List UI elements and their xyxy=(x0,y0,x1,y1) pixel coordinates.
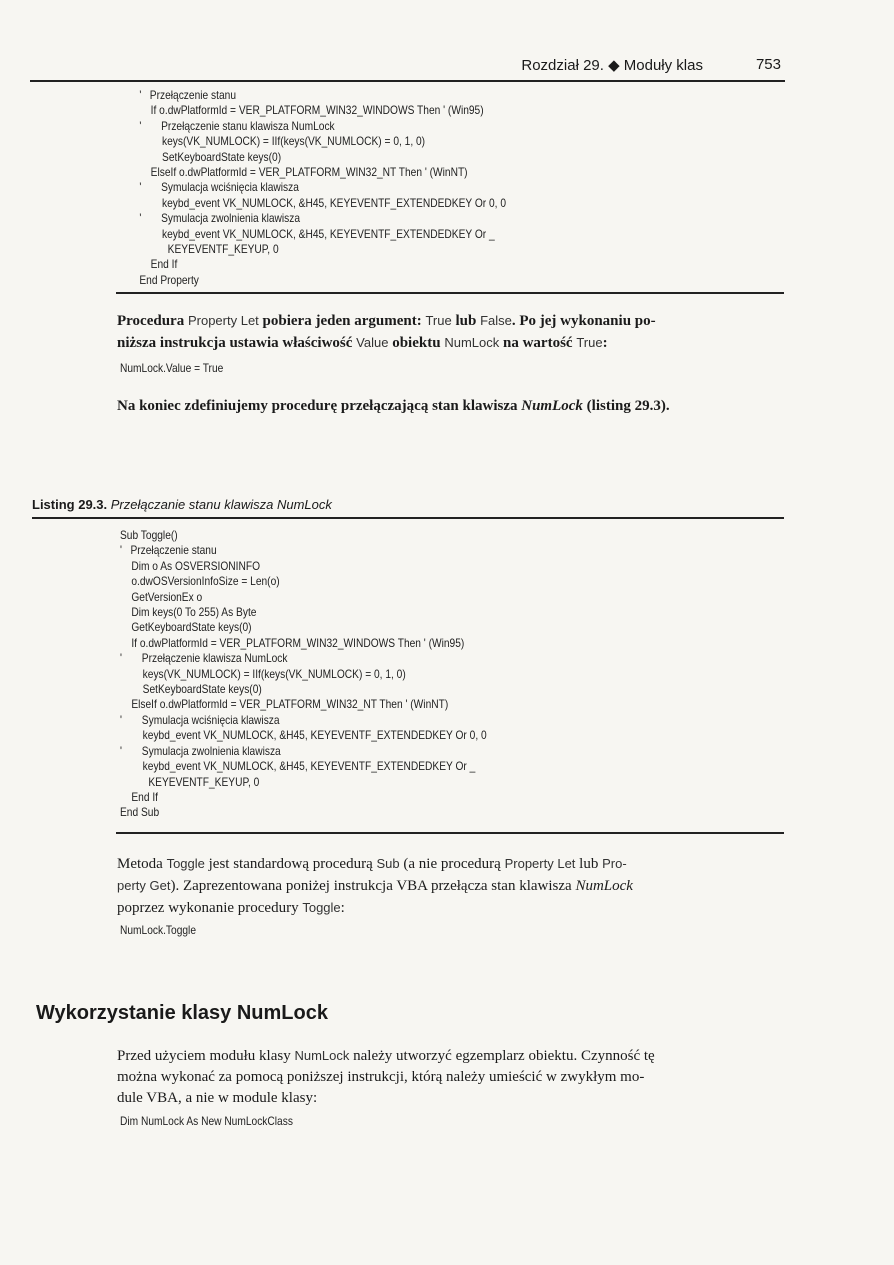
code-dim-numlock: Dim NumLock As New NumLockClass xyxy=(120,1115,293,1128)
page-header xyxy=(30,56,785,82)
page-number: 753 xyxy=(755,56,781,73)
listing-caption-rule xyxy=(32,517,784,519)
code-numlock-value: NumLock.Value = True xyxy=(120,362,224,375)
paragraph-toggle-intro: Na koniec zdefiniujemy procedurę przełączającą stan klawisza NumLock (listing 29.3). xyxy=(117,398,670,414)
section-heading: Wykorzystanie klasy NumLock xyxy=(36,1002,328,1024)
code-listing-continued: ' Przełączenie stanu If o.dwPlatformId = VER_PLATFORM_WIN32_WINDOWS Then ' (Win95) ' Przełączenie stanu klawisza NumLock keys(VK_NUMLOCK) = IIf(keys(VK_NUMLOCK) = 0, 1, 0) SetKeyboardState keys(0) ElseIf o.dwPlatformId = VER_PLATFORM_WIN32_NT Then ' (WinNT) ' Symulacja wciśnięcia klawisza keybd_event VK_NUMLOCK, &H45, KEYEVENTF_EXTENDEDKEY Or 0, 0 ' Symulacja zwolnienia klawisza keybd_event VK_NUMLOCK, &H45, KEYEVENTF_EXTENDEDKEY Or _ KEYEVENTF_KEYUP, 0 End If End Property xyxy=(139,89,507,287)
paragraph-toggle-method: Metoda Toggle jest standardową procedurą Sub (a nie procedurą Property Let lub Pro- perty Get). Zaprezentowana poniżej instrukcja VBA przełącza stan klawisza NumLock poprzez wykonanie procedury Toggle: xyxy=(117,856,633,916)
paragraph-property-let: Procedura Property Let pobiera jeden argument: True lub False. Po jej wykonaniu po- niższa instrukcja ustawia właściwość Value obiektu NumLock na wartość True: xyxy=(117,313,656,351)
code-numlock-toggle: NumLock.Toggle xyxy=(120,924,196,937)
code-listing-toggle: Sub Toggle() ' Przełączenie stanu Dim o As OSVERSIONINFO o.dwOSVersionInfoSize = Len(o) GetVersionEx o Dim keys(0 To 255) As Byte GetKeyboardState keys(0) If o.dwPlatformId = VER_PLATFORM_WIN32_WINDOWS Then ' (Win95) ' Przełączenie klawisza NumLock keys(VK_NUMLOCK) = IIf(keys(VK_NUMLOCK) = 0, 1, 0) SetKeyboardState keys(0) ElseIf o.dwPlatformId = VER_PLATFORM_WIN32_NT Then ' (WinNT) ' Symulacja wciśnięcia klawisza keybd_event VK_NUMLOCK, &H45, KEYEVENTF_EXTENDEDKEY Or 0, 0 ' Symulacja zwolnienia klawisza keybd_event VK_NUMLOCK, &H45, KEYEVENTF_EXTENDEDKEY Or _ KEYEVENTF_KEYUP, 0 End If End Sub xyxy=(120,529,487,820)
listing-toggle-end-rule xyxy=(116,832,784,834)
paragraph-instantiate: Przed użyciem modułu klasy NumLock należy utworzyć egzemplarz obiektu. Czynność tę można wykonać za pomocą poniższej instrukcji, którą należy umieścić w zwykłym mo- dule VBA, a nie w module klasy: xyxy=(117,1048,655,1106)
chapter-title: Rozdział 29. ◆ Moduły klas xyxy=(521,57,703,74)
listing-end-rule xyxy=(116,292,784,294)
listing-caption: Listing 29.3. Przełączanie stanu klawisza NumLock xyxy=(32,497,332,512)
